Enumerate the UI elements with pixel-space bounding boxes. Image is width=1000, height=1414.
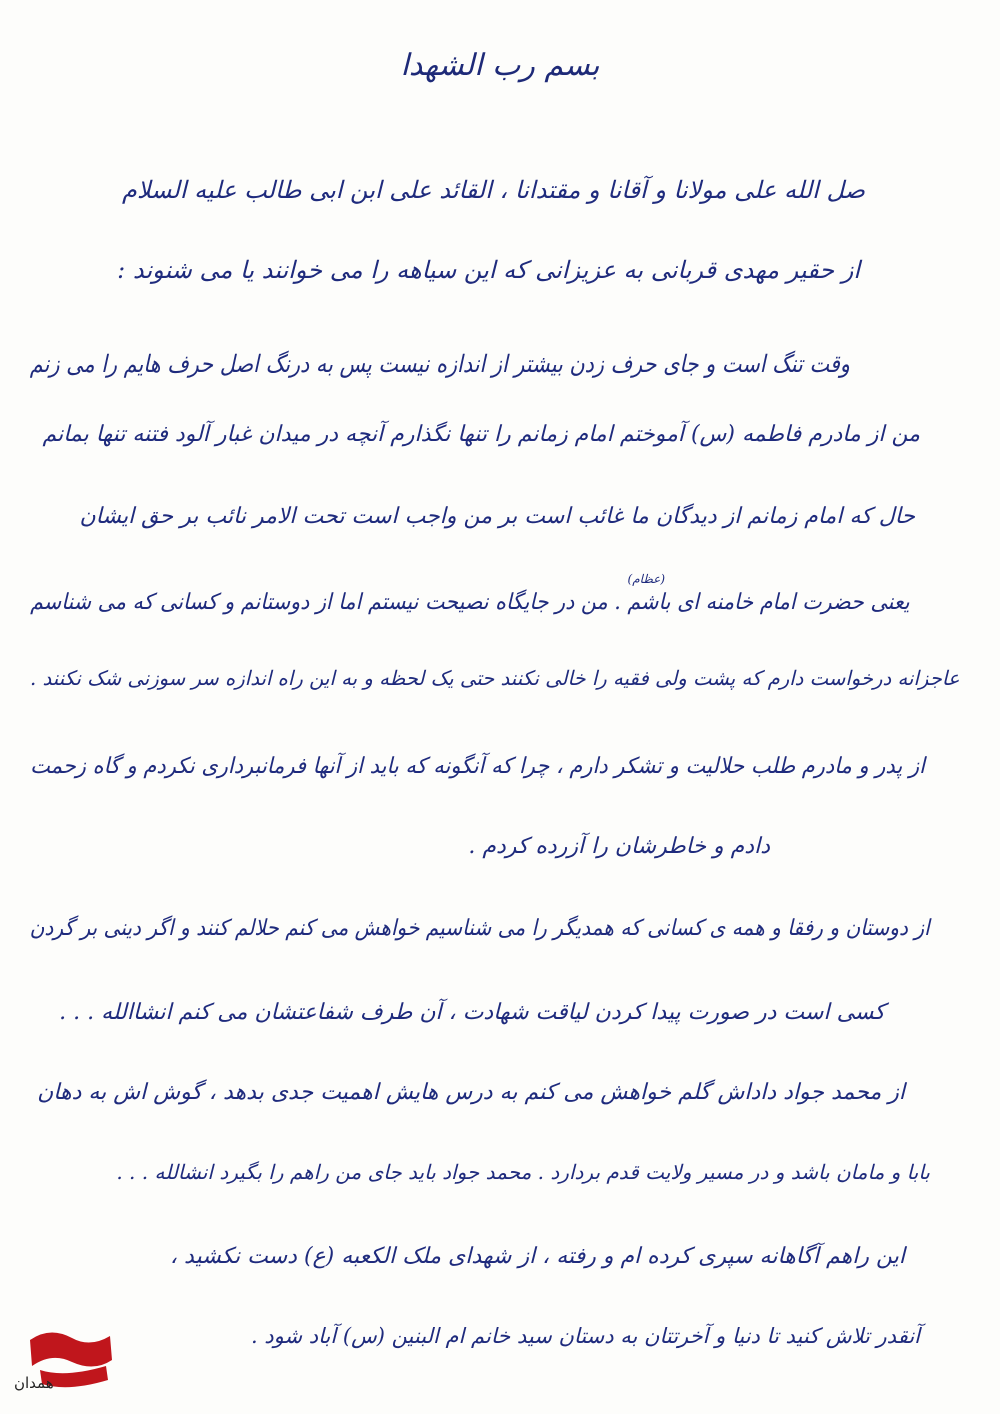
letter-line: این راهم آگاهانه سپری کرده ام و رفته ، از شهدای ملک الکعبه (ع) دست نکشید ، <box>169 1244 905 1269</box>
logo-mark-icon <box>10 1318 120 1408</box>
navid-shahed-logo <box>10 1318 120 1408</box>
letter-line: عاجزانه درخواست دارم که پشت ولی فقیه را خالی نکنند حتی یک لحظه و به این راه اندازه سر سوزنی شک نکنند . <box>30 666 960 690</box>
letter-line: کسی است در صورت پیدا کردن لیاقت شهادت ، آن طرف شفاعتشان می کنم انشاالله . . . <box>59 1000 885 1025</box>
letter-line: دادم و خاطرشان را آزرده کردم . <box>468 834 770 859</box>
letter-line: از پدر و مادرم طلب حلالیت و تشکر دارم ، چرا که آنگونه که باید از آنها فرمانبرداری نکردم و گاه زحمت <box>30 754 925 779</box>
letter-line: از حقیر مهدی قربانی به عزیزانی که این سیاهه را می خوانند یا می شنوند : <box>117 256 860 284</box>
letter-line: من از مادرم فاطمه (س) آموختم امام زمانم را تنها نگذارم آنچه در میدان غبار آلود فتنه تنها بمانم <box>42 422 920 447</box>
letter-line: از محمد جواد داداش گلم خواهش می کنم به درس هایش اهمیت جدی بدهد ، گوش اش به دهان <box>37 1080 905 1105</box>
letter-line: صل الله علی مولانا و آقانا و مقتدانا ، القائد علی ابن ابی طالب علیه السلام <box>121 176 865 204</box>
letter-line: وقت تنگ است و جای حرف زدن بیشتر از اندازه نیست پس به درنگ اصل حرف هایم را می زنم <box>29 350 850 378</box>
letter-line: بابا و مامان باشد و در مسیر ولایت قدم بردارد . محمد جواد باید جای من راهم را بگیرد انشالله . . . <box>116 1160 930 1184</box>
letter-heading: بسم رب الشهدا <box>400 48 600 83</box>
letter-line: از دوستان و رفقا و همه ی کسانی که همدیگر را می شناسیم خواهش می کنم حلالم کنند و اگر دینی بر گردن <box>29 916 930 941</box>
inline-note: (عظام) <box>627 572 665 586</box>
letter-line: یعنی حضرت امام خامنه ای باشم . من در جایگاه نصیحت نیستم اما از دوستانم و کسانی که می شناسم <box>30 590 910 615</box>
letter-line: آنقدر تلاش کنید تا دنیا و آخرتتان به دستان سید خانم ام البنین (س) آباد شود . <box>250 1324 920 1348</box>
letter-line: حال که امام زمانم از دیدگان ما غائب است بر من واجب است تحت الامر نائب بر حق ایشان <box>79 504 915 529</box>
logo-subtitle: همدان <box>14 1374 54 1392</box>
